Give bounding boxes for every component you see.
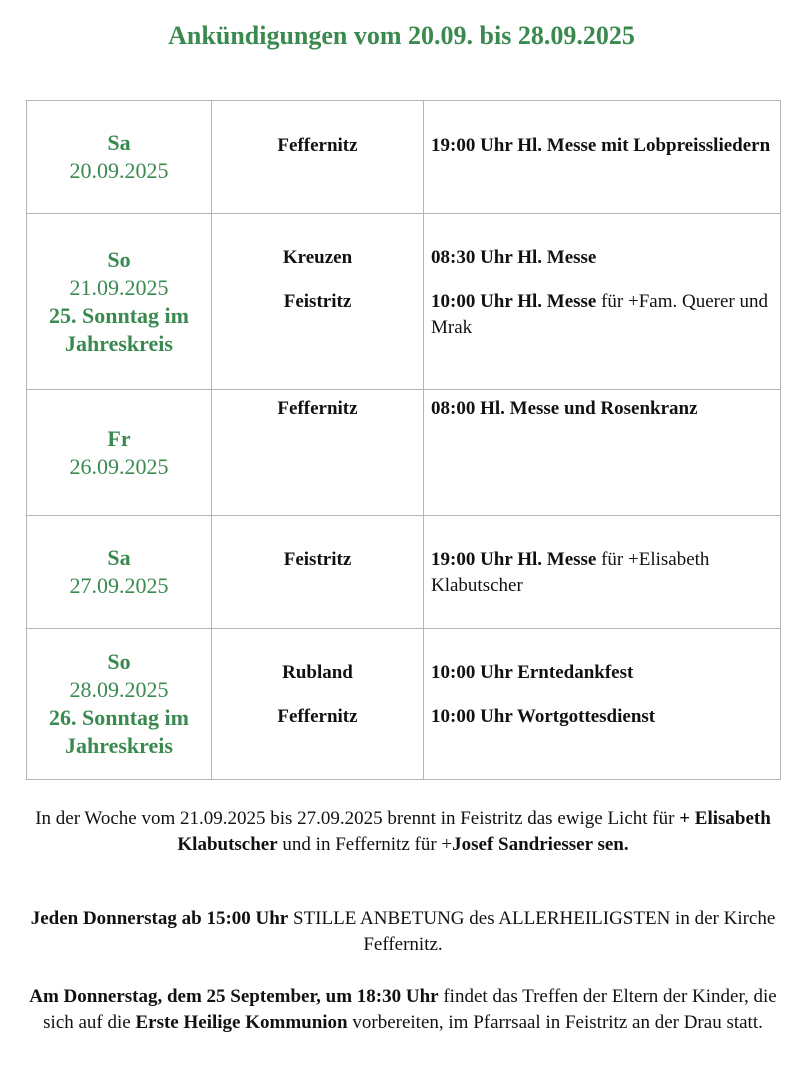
- day-date: 27.09.2025: [69, 573, 169, 598]
- place-cell: [212, 390, 424, 516]
- event-cell: [424, 214, 781, 390]
- event-cell: [424, 629, 781, 780]
- table-row: [27, 629, 781, 780]
- place-cell: [212, 101, 424, 214]
- day-name: Fr: [107, 425, 131, 451]
- table-row: [27, 390, 781, 516]
- day-date: 28.09.2025: [69, 677, 169, 702]
- day-name: So: [107, 649, 131, 674]
- day-date: 21.09.2025: [69, 274, 169, 300]
- event-text: 10:00 Uhr Hl. Messe für +Fam. Querer und Mrak: [431, 291, 768, 338]
- event-cell: [424, 101, 781, 214]
- page-title: Ankündigungen vom 20.09. bis 28.09.2025: [168, 21, 635, 50]
- event-cell: [424, 516, 781, 629]
- day-cell: [27, 629, 212, 780]
- event-text: 10:00 Uhr Erntedankfest: [431, 662, 634, 683]
- day-name: Sa: [107, 130, 131, 155]
- place-name: Feffernitz: [277, 398, 358, 419]
- day-date: 20.09.2025: [69, 158, 169, 183]
- place-cell: [212, 214, 424, 390]
- feast-name: 26. Sonntag im Jahreskreis: [49, 705, 189, 758]
- event-text: 10:00 Uhr Wortgottesdienst: [431, 706, 656, 727]
- place-name: Feffernitz: [277, 706, 358, 727]
- place-name: Rubland: [282, 662, 353, 683]
- feast-name: 25. Sonntag im Jahreskreis: [49, 302, 189, 356]
- table-row: [27, 516, 781, 629]
- table-row: [27, 214, 781, 390]
- adoration-note: Jeden Donnerstag ab 15:00 Uhr STILLE ANBETUNG des ALLERHEILIGSTEN in der Kirche Feffernitz.: [30, 908, 776, 955]
- day-name: Sa: [107, 545, 131, 570]
- day-date: 26.09.2025: [69, 453, 169, 479]
- event-text: 19:00 Uhr Hl. Messe mit Lobpreissliedern: [431, 135, 771, 156]
- place-name: Feistritz: [283, 549, 352, 570]
- place-name: Feffernitz: [277, 135, 358, 156]
- event-text: 08:00 Hl. Messe und Rosenkranz: [431, 398, 698, 419]
- place-cell: [212, 629, 424, 780]
- eternal-light-note: In der Woche vom 21.09.2025 bis 27.09.2025 brennt in Feistritz das ewige Licht für + Elisabeth Klabutscher und in Feffernitz für +Josef Sandriesser sen.: [35, 808, 771, 855]
- event-cell: [424, 390, 781, 516]
- place-cell: [212, 516, 424, 629]
- communion-note: Am Donnerstag, dem 25 September, um 18:30 Uhr findet das Treffen der Eltern der Kinder, die sich auf die Erste Heilige Kommunion vorbereiten, im Pfarrsaal in Feistritz an der Drau statt.: [29, 986, 777, 1033]
- day-cell: [27, 516, 212, 629]
- place-name: Feistritz: [283, 291, 352, 312]
- schedule-table: [26, 100, 781, 780]
- event-text: 19:00 Uhr Hl. Messe für +Elisabeth Klabutscher: [431, 549, 710, 596]
- day-cell: [27, 390, 212, 516]
- place-name: Kreuzen: [282, 247, 353, 268]
- event-text: 08:30 Uhr Hl. Messe: [431, 247, 597, 268]
- table-row: [27, 101, 781, 214]
- day-cell: [27, 101, 212, 214]
- day-name: So: [107, 246, 131, 272]
- day-cell: [27, 214, 212, 390]
